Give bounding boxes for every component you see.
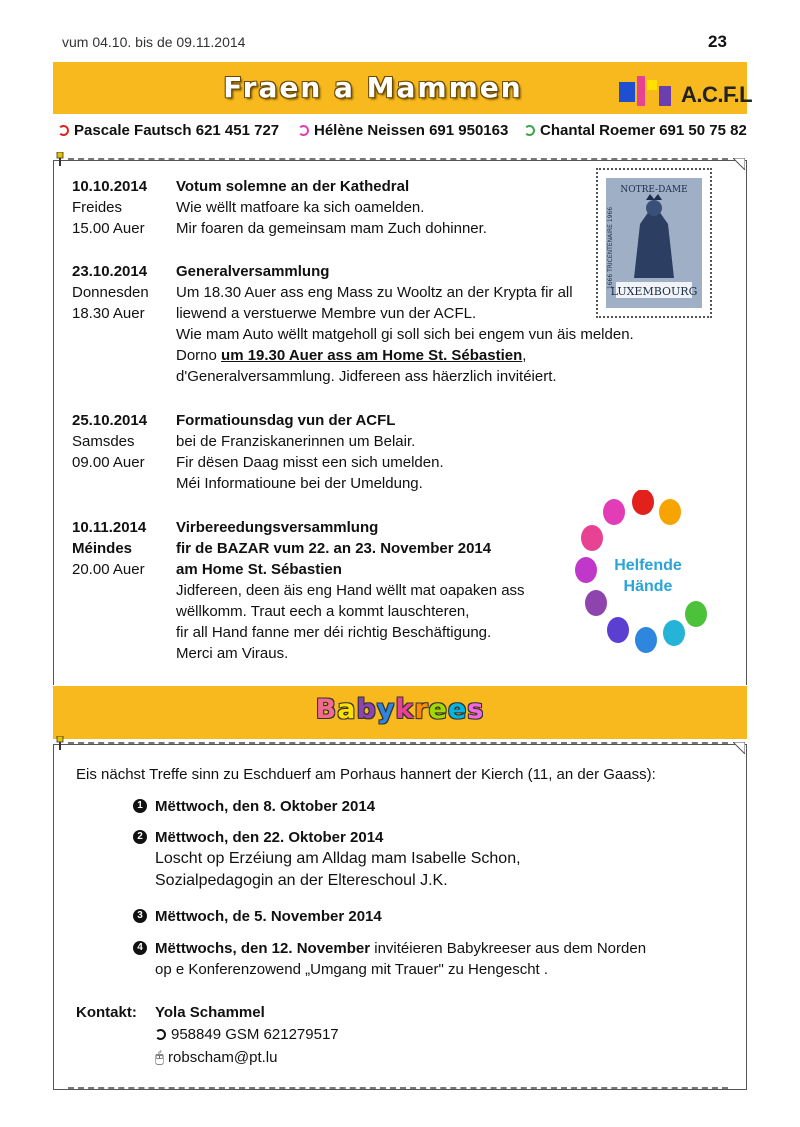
title-letter: b <box>356 694 377 725</box>
number-bullet-icon: 1 <box>133 799 147 813</box>
section-title: Fraen a Mammen <box>223 71 523 104</box>
number-bullet-icon: 4 <box>133 941 147 955</box>
page-curl-icon <box>733 742 745 754</box>
babykrees-title-band <box>53 686 747 739</box>
title-letter: y <box>376 694 396 725</box>
event-date: 10.11.2014 <box>72 519 147 536</box>
event-line-underlined: Dorno um 19.30 Auer ass am Home St. Sébastien, <box>176 347 527 364</box>
event-line: bei de Franziskanerinnen um Belair. <box>176 433 416 450</box>
event-date: 10.10.2014 <box>72 178 148 195</box>
meeting-date-line: Mëttwochs, den 12. November invitéieren Babykreeser aus dem Norden <box>155 940 647 957</box>
divider <box>68 1087 728 1089</box>
svg-text:1666 TRICENTENAIRE 1966: 1666 TRICENTENAIRE 1966 <box>607 206 614 290</box>
logo-text: A.C.F.L <box>681 82 753 107</box>
event-title: Formatiounsdag vun der ACFL <box>176 412 396 429</box>
title-letter: r <box>414 694 429 725</box>
event-line: d'Generalversammlung. Jidfereen ass häerzlich invitéiert. <box>176 368 557 385</box>
event-line: Méi Informatioune bei der Umeldung. <box>176 475 423 492</box>
event-date: 25.10.2014 <box>72 412 148 429</box>
divider <box>68 742 728 744</box>
number-bullet-icon: 3 <box>133 909 147 923</box>
mouse-icon: 🖰 <box>155 1048 165 1066</box>
event-line: fir all Hand fanne mer déi richtig Beschäftigung. <box>176 624 492 641</box>
title-letter: e <box>447 694 468 725</box>
event-title: Virbereedungsversammlung <box>176 519 379 536</box>
event-line: Um 18.30 Auer ass eng Mass zu Wooltz an der Krypta fir all <box>176 284 573 301</box>
header-date-range: vum 04.10. bis de 09.11.2014 <box>62 34 246 50</box>
babykrees-intro: Eis nächst Treffe sinn zu Eschduerf am Porhaus hannert der Kierch (11, an der Gaass): <box>76 766 656 783</box>
event-line-bold: fir de BAZAR vum 22. an 23. November 2014 <box>176 540 492 557</box>
event-line-bold: am Home St. Sébastien <box>176 561 342 578</box>
event-title: Votum solemne an der Kathedral <box>176 178 410 195</box>
section-title-band <box>53 62 753 114</box>
kontakt-email[interactable]: robscham@pt.lu <box>168 1049 278 1066</box>
hands-logo-line1: Helfende <box>614 557 682 574</box>
meeting-detail: Sozialpedagogin an der Eltereschoul J.K. <box>155 872 448 889</box>
kontakt-phone-row <box>155 1024 339 1046</box>
contact-3 <box>524 122 747 139</box>
meeting-detail: op e Konferenzowend „Umgang mit Trauer" zu Hengescht . <box>155 961 549 978</box>
event-line: Wie wëllt matfoare ka sich oamelden. <box>176 199 425 216</box>
contact-phone: 691 950163 <box>429 122 509 139</box>
notre-dame-stamp-image <box>596 168 712 318</box>
event-day: Samsdes <box>72 433 135 450</box>
event-line: Merci am Viraus. <box>176 645 289 662</box>
event-day: Méindes <box>72 540 133 557</box>
acfl-logo <box>619 68 753 108</box>
event-line: Mir foaren da gemeinsam mam Zuch dohinner. <box>176 220 487 237</box>
contact-name: Pascale Fautsch <box>74 122 192 139</box>
svg-text:LUXEMBOURG: LUXEMBOURG <box>610 285 698 298</box>
phone-icon <box>524 125 535 136</box>
event-date: 23.10.2014 <box>72 263 148 280</box>
title-letter: B <box>315 694 338 725</box>
contact-2 <box>298 122 508 139</box>
phone-icon <box>298 125 309 136</box>
event-title: Generalversammlung <box>176 263 330 280</box>
kontakt-phone: 958849 GSM 621279517 <box>171 1026 339 1043</box>
logo-squares-icon <box>619 76 673 108</box>
kontakt-email-row <box>155 1046 277 1069</box>
hands-logo-line2: Hände <box>623 578 673 595</box>
event-time: 18.30 Auer <box>72 305 145 322</box>
meeting-detail: Loscht op Erzéiung am Alldag mam Isabelle Schon, <box>155 850 521 867</box>
divider <box>68 158 728 160</box>
meeting-date: Mëttwoch, den 22. Oktober 2014 <box>155 829 384 846</box>
contact-phone: 691 50 75 82 <box>659 122 747 139</box>
contact-phone: 621 451 727 <box>195 122 280 139</box>
helfende-haende-logo <box>568 490 718 668</box>
madonna-figure-icon <box>606 178 702 308</box>
title-letter: k <box>395 694 415 725</box>
meeting-date: Mëttwoch, de 5. November 2014 <box>155 908 382 925</box>
title-letter: s <box>467 694 485 725</box>
event-time: 09.00 Auer <box>72 454 145 471</box>
event-line: liewend a verstuerwe Membre vun der ACFL. <box>176 305 477 322</box>
event-line: Wie mam Auto wëllt matgeholl gi soll sich bei engem vun äis melden. <box>176 326 634 343</box>
meeting-date: Mëttwoch, den 8. Oktober 2014 <box>155 798 376 815</box>
contact-name: Hélène Neissen <box>314 122 425 139</box>
pin-icon <box>56 736 64 750</box>
event-venue-link: um 19.30 Auer ass am Home St. Sébastien <box>221 347 523 364</box>
event-time: 15.00 Auer <box>72 220 145 237</box>
babykrees-title <box>53 694 747 725</box>
event-time: 20.00 Auer <box>72 561 145 578</box>
page-number: 23 <box>708 32 727 51</box>
number-bullet-icon: 2 <box>133 830 147 844</box>
event-line: Jidfereen, deen äis eng Hand wëllt mat oapaken ass <box>176 582 525 599</box>
kontakt-name: Yola Schammel <box>155 1004 265 1021</box>
contact-1 <box>58 122 279 139</box>
event-day: Freides <box>72 199 123 216</box>
title-letter: e <box>428 694 448 725</box>
event-line: wëllkomm. Traut eech a kommt lauschteren, <box>176 603 470 620</box>
phone-icon <box>155 1029 166 1040</box>
contact-name: Chantal Roemer <box>540 122 656 139</box>
phone-icon <box>58 125 69 136</box>
pin-icon <box>56 152 64 166</box>
kontakt-label: Kontakt: <box>76 1004 137 1021</box>
event-day: Donnesden <box>72 284 149 301</box>
event-line: Fir dësen Daag misst een sich umelden. <box>176 454 444 471</box>
title-letter: a <box>337 694 357 725</box>
page-curl-icon <box>733 158 745 170</box>
svg-text:NOTRE-DAME: NOTRE-DAME <box>620 185 688 195</box>
